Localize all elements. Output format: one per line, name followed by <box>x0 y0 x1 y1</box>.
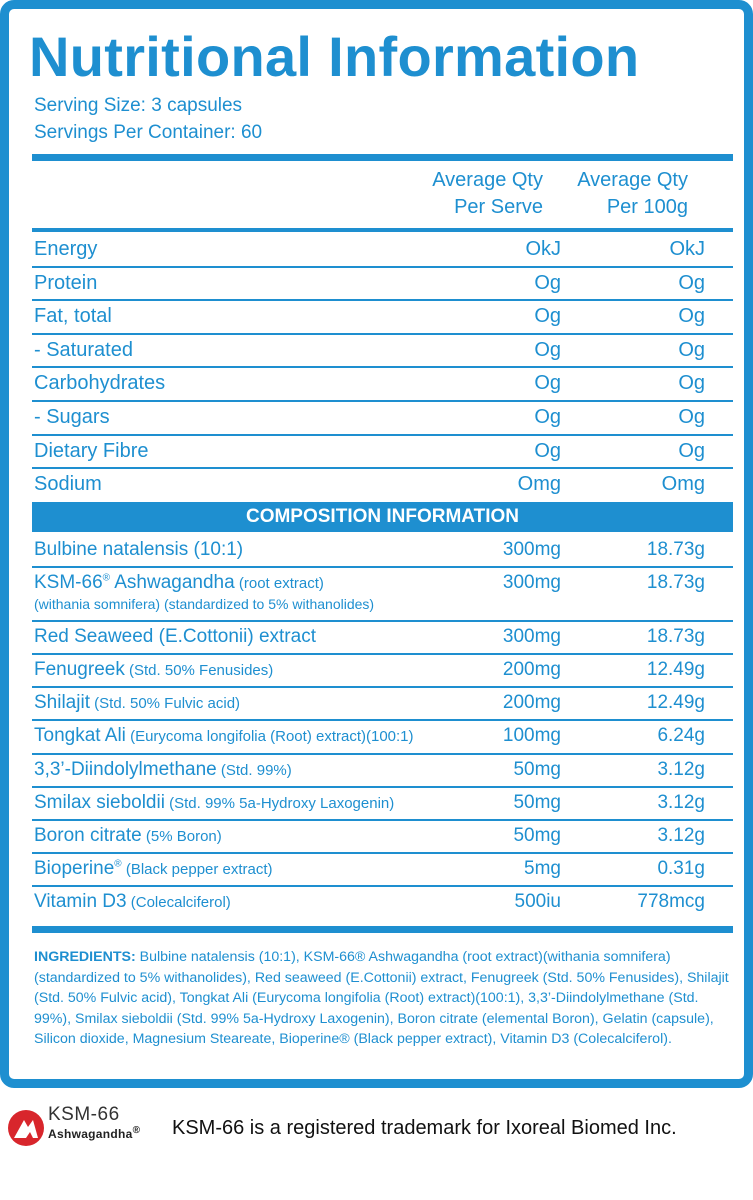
row-divider <box>32 620 733 622</box>
nutrient-label: - Sugars <box>34 406 110 428</box>
per-serve-value: 300mg <box>502 572 561 593</box>
ksm66-logo-icon <box>6 1108 46 1148</box>
row-divider <box>32 686 733 688</box>
per-100g-value: Og <box>678 372 705 395</box>
ingredient-main-name: Bioperine <box>34 858 115 879</box>
ingredient-detail: (5% Boron) <box>141 828 222 845</box>
ingredient-detail-line2: (withania somnifera) (standardized to 5% withanolides) <box>34 596 375 612</box>
ingredient-main-name: KSM-66 <box>34 572 103 593</box>
registered-mark: ® <box>114 858 122 870</box>
ingredient-detail: (root extract) <box>234 575 324 592</box>
per-serve-value: 500iu <box>514 891 561 912</box>
logo-text: KSM-66 <box>48 1104 120 1125</box>
row-divider <box>32 885 733 887</box>
ingredient-detail: (Std. 99%) <box>216 762 292 779</box>
ingredient-detail: (Std. 50% Fenusides) <box>124 662 274 679</box>
per-100g-value: 3.12g <box>657 792 705 813</box>
per-serve-value: 300mg <box>502 539 561 560</box>
column-header-per-serve <box>432 167 543 221</box>
per-serve-value: 50mg <box>513 825 561 846</box>
ingredients-list: Bulbine natalensis (10:1), KSM-66® Ashwagandha (root extract)(withania somnifera) (standardized to 5% withanolides), Red seaweed (E.Cottonii) extract, Fenugreek (Std. 50% Fenusides), Shilajit (Std. 50% Fulvic acid), Tongkat Ali (Eurycoma longifolia (Root) extract)(100:1), 3,3’-Diindolylmethane (Std. 99%), Smilax sieboldii (Std. 99% 5a-Hydroxy Laxogenin), Boron citrate (elemental Boron), Gelatin (capsule), Silicon dioxide, Magnesium Steareate, Bioperine® (Black pepper extract), Vitamin D3 (Colecalciferol). <box>34 949 729 1047</box>
per-100g-value: 6.24g <box>657 725 705 746</box>
per-serve-value: Og <box>534 439 561 462</box>
ingredient-name <box>34 657 273 683</box>
nutrient-label: - Saturated <box>34 338 133 361</box>
nutrition-row <box>32 401 733 434</box>
column-header-line: Per Serve <box>454 196 543 218</box>
per-100g-value: Og <box>678 406 705 428</box>
ingredient-main-name: Red Seaweed (E.Cottonii) extract <box>34 626 316 647</box>
row-divider <box>32 852 733 854</box>
per-100g-value: 778mcg <box>637 891 705 912</box>
per-serve-value: Og <box>534 305 561 328</box>
nutrition-row <box>32 334 733 367</box>
per-100g-value: 3.12g <box>657 759 705 780</box>
row-divider <box>32 819 733 821</box>
ingredient-main-name-suffix: Ashwagandha <box>110 572 235 593</box>
registered-mark: ® <box>102 572 111 584</box>
ingredient-main-name: Shilajit <box>34 692 90 713</box>
per-100g-value: 3.12g <box>657 825 705 846</box>
ingredient-main-name: 3,3’-Diindolylmethane <box>34 759 217 780</box>
nutrient-label: Energy <box>34 238 98 260</box>
header-divider <box>32 228 733 232</box>
per-serve-value: 300mg <box>502 626 561 647</box>
ingredient-name <box>34 889 231 915</box>
per-serve-value: Og <box>534 338 561 361</box>
nutrition-row <box>32 267 733 300</box>
per-serve-value: 100mg <box>502 725 561 746</box>
per-100g-value: Omg <box>661 473 705 496</box>
per-serve-value: Omg <box>517 473 561 496</box>
ingredient-main-name: Fenugreek <box>34 659 125 680</box>
per-serve-value: 200mg <box>502 692 561 713</box>
servings-per-container: Servings Per Container: 60 <box>34 122 263 143</box>
trademark-notice: KSM-66 is a registered trademark for Ixoreal Biomed Inc. <box>172 1117 677 1139</box>
per-100g-value: Og <box>678 305 705 328</box>
serving-size: Serving Size: 3 capsules <box>34 95 243 116</box>
row-divider <box>32 753 733 755</box>
ingredient-main-name: Boron citrate <box>34 825 142 846</box>
ingredient-name <box>34 624 316 649</box>
ingredient-name <box>34 856 273 882</box>
top-divider <box>32 154 733 161</box>
composition-row <box>32 889 733 922</box>
column-header-per-100g <box>577 167 688 221</box>
composition-row <box>32 570 733 624</box>
per-serve-value: 200mg <box>502 659 561 680</box>
bottom-divider <box>32 926 733 933</box>
per-serve-value: 5mg <box>524 858 561 879</box>
per-serve-value: 50mg <box>513 759 561 780</box>
logo-subtext: Ashwagandha® <box>48 1125 141 1141</box>
ingredient-detail: (Std. 99% 5a-Hydroxy Laxogenin) <box>164 795 395 812</box>
per-100g-value: 12.49g <box>646 692 705 713</box>
nutrient-label: Protein <box>34 271 98 294</box>
per-100g-value: 18.73g <box>646 626 705 647</box>
ingredient-detail: (Std. 50% Fulvic acid) <box>89 695 241 712</box>
per-serve-value: 50mg <box>513 792 561 813</box>
ingredient-name <box>34 690 240 716</box>
column-header-line: Average Qty <box>432 169 543 191</box>
nutrition-row <box>32 367 733 400</box>
ingredient-name <box>34 723 414 749</box>
nutrition-row <box>32 468 733 501</box>
footer <box>0 1100 753 1160</box>
row-divider <box>32 719 733 721</box>
nutrient-label: Dietary Fibre <box>34 439 149 462</box>
composition-header: COMPOSITION INFORMATION <box>32 502 733 532</box>
row-divider <box>32 566 733 568</box>
per-100g-value: Og <box>678 439 705 462</box>
row-divider <box>32 653 733 655</box>
row-divider <box>32 786 733 788</box>
ingredient-main-name: Bulbine natalensis (10:1) <box>34 539 244 560</box>
nutrient-label: Fat, total <box>34 305 112 328</box>
nutrition-row <box>32 233 733 266</box>
nutrient-label: Carbohydrates <box>34 372 166 395</box>
per-100g-value: OkJ <box>669 238 705 260</box>
ingredient-name <box>34 790 394 816</box>
per-100g-value: 18.73g <box>646 572 705 593</box>
ingredient-detail: (Eurycoma longifolia (Root) extract)(100:1) <box>125 728 414 745</box>
logo-subtext-label: Ashwagandha <box>48 1127 133 1141</box>
column-header-line: Per 100g <box>606 196 688 218</box>
per-100g-value: 18.73g <box>646 539 705 560</box>
ingredient-main-name: Tongkat Ali <box>34 725 126 746</box>
nutrition-row <box>32 300 733 333</box>
ingredients-label: INGREDIENTS: <box>34 949 136 965</box>
per-serve-value: Og <box>534 372 561 395</box>
composition-row <box>32 723 733 757</box>
per-serve-value: OkJ <box>525 238 561 260</box>
column-header-line: Average Qty <box>577 169 688 191</box>
per-100g-value: 0.31g <box>657 858 705 879</box>
page-title: Nutritional Information <box>29 25 640 88</box>
nutrient-label: Sodium <box>34 473 102 496</box>
ingredient-main-name: Vitamin D3 <box>34 891 127 912</box>
per-serve-value: Og <box>534 271 561 294</box>
ingredient-detail: (Black pepper extract) <box>121 861 273 878</box>
ingredient-name <box>34 537 243 562</box>
ingredient-name <box>34 823 222 849</box>
nutrition-row <box>32 435 733 468</box>
ingredient-main-name: Smilax sieboldii <box>34 792 165 813</box>
ingredient-detail: (Colecalciferol) <box>126 894 231 911</box>
per-serve-value: Og <box>534 406 561 428</box>
per-100g-value: Og <box>678 338 705 361</box>
per-100g-value: 12.49g <box>646 659 705 680</box>
ingredient-name <box>34 757 292 783</box>
per-100g-value: Og <box>678 271 705 294</box>
ingredients-text <box>34 947 734 1050</box>
